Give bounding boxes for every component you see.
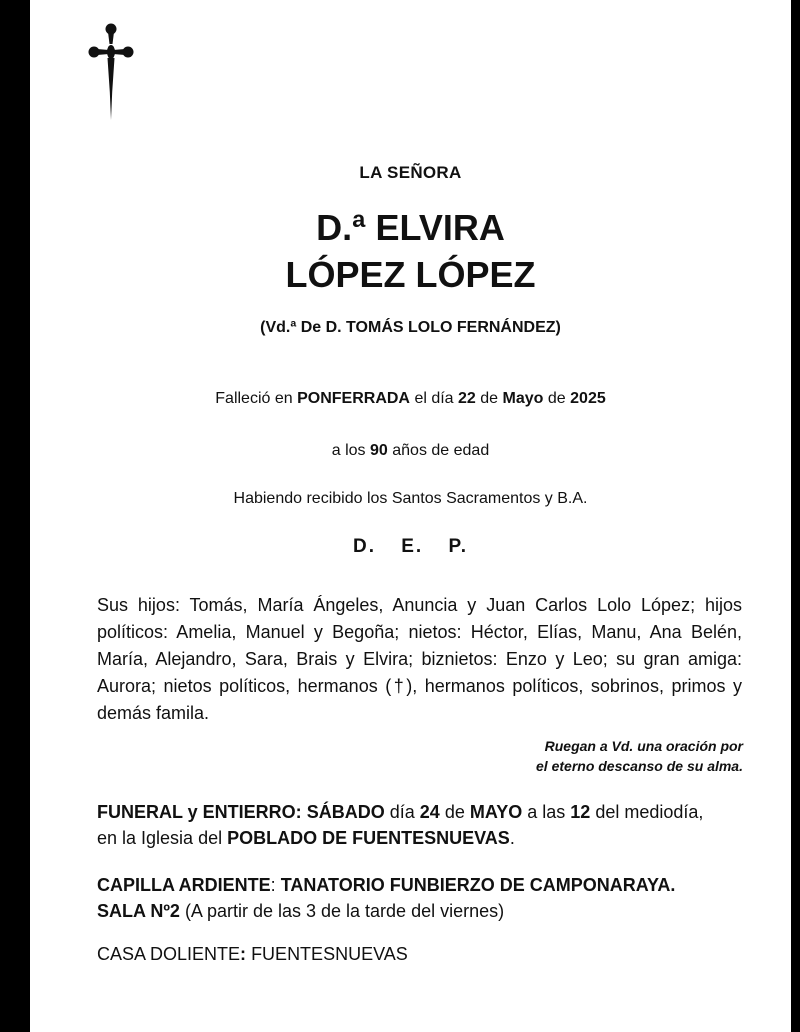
funeral-line2 [97,825,757,851]
capilla-place: TANATORIO FUNBIERZO DE CAMPONARAYA. [280,875,676,895]
obituary-page [30,0,791,1032]
age-line [30,442,791,460]
funeral-line1 [97,799,757,825]
funeral-info [97,799,757,851]
casa-doliente-info [97,941,757,967]
death-mid1: el día [414,390,454,407]
funeral-t6: . [509,828,515,848]
capilla-room: SALA Nº2 [97,901,180,921]
death-prefix: Falleció en [215,390,293,407]
funeral-month: MAYO [469,802,523,822]
death-day: 22 [458,390,476,407]
funeral-church: POBLADO DE FUENTESNUEVAS [227,828,510,848]
funeral-day-name: SÁBADO [306,802,385,822]
family-paragraph: Sus hijos: Tomás, María Ángeles, Anuncia y Juan Carlos Lolo López; hijos políticos: Amelia, Manuel y Begoña; nietos: Héctor, Elías, Manu, Ana Belén, María, Alejandro, Sara, Brais y Elvira; biznietos: Enzo y Leo; su gran amiga: Aurora; nietos políticos, hermanos (†), hermanos políticos, sobrinos, primos y demás famila. [97,595,742,723]
death-mid2: de [480,390,499,407]
death-place: PONFERRADA [297,390,410,407]
funeral-t1: día [389,802,415,822]
capilla-label: CAPILLA ARDIENTE [97,875,271,895]
funeral-t5: en la Iglesia del [97,828,223,848]
capilla-info [97,872,757,924]
casa-label: CASA DOLIENTE [97,944,241,964]
death-month: Mayo [502,390,544,407]
capilla-line2 [97,898,757,924]
age-suffix: años de edad [392,442,490,459]
sacraments-line: Habiendo recibido los Santos Sacramentos y B.A. [233,490,588,507]
deceased-name-line2: LÓPEZ LÓPEZ [285,254,536,295]
capilla-line1 [97,872,757,898]
funeral-day: 24 [419,802,440,822]
funeral-t4: del mediodía, [595,802,704,822]
deceased-name-line1: D.ª ELVIRA [316,207,505,248]
death-year: 2025 [570,390,606,407]
title-line: LA SEÑORA [359,163,462,182]
funeral-hour: 12 [570,802,591,822]
funeral-label: FUNERAL y ENTIERRO: [97,802,302,822]
death-line [30,390,791,408]
casa-place: FUENTESNUEVAS [251,944,408,964]
casa-colon: : [240,944,247,964]
dep-line: D. E. P. [352,536,468,557]
prayer-request [343,736,743,776]
prayer-line1: Ruegan a Vd. una oración por [544,738,743,754]
age-years: 90 [370,442,388,459]
funeral-t3: a las [527,802,566,822]
prayer-line2: el eterno descanso de su alma. [536,758,743,774]
funeral-t2: de [444,802,465,822]
death-mid3: de [547,390,566,407]
capilla-note: (A partir de las 3 de la tarde del viernes) [184,901,505,921]
santiago-cross-icon [88,22,134,122]
age-prefix: a los [331,442,366,459]
capilla-colon: : [270,875,276,895]
widow-of-line: (Vd.ª De D. TOMÁS LOLO FERNÁNDEZ) [260,319,561,336]
